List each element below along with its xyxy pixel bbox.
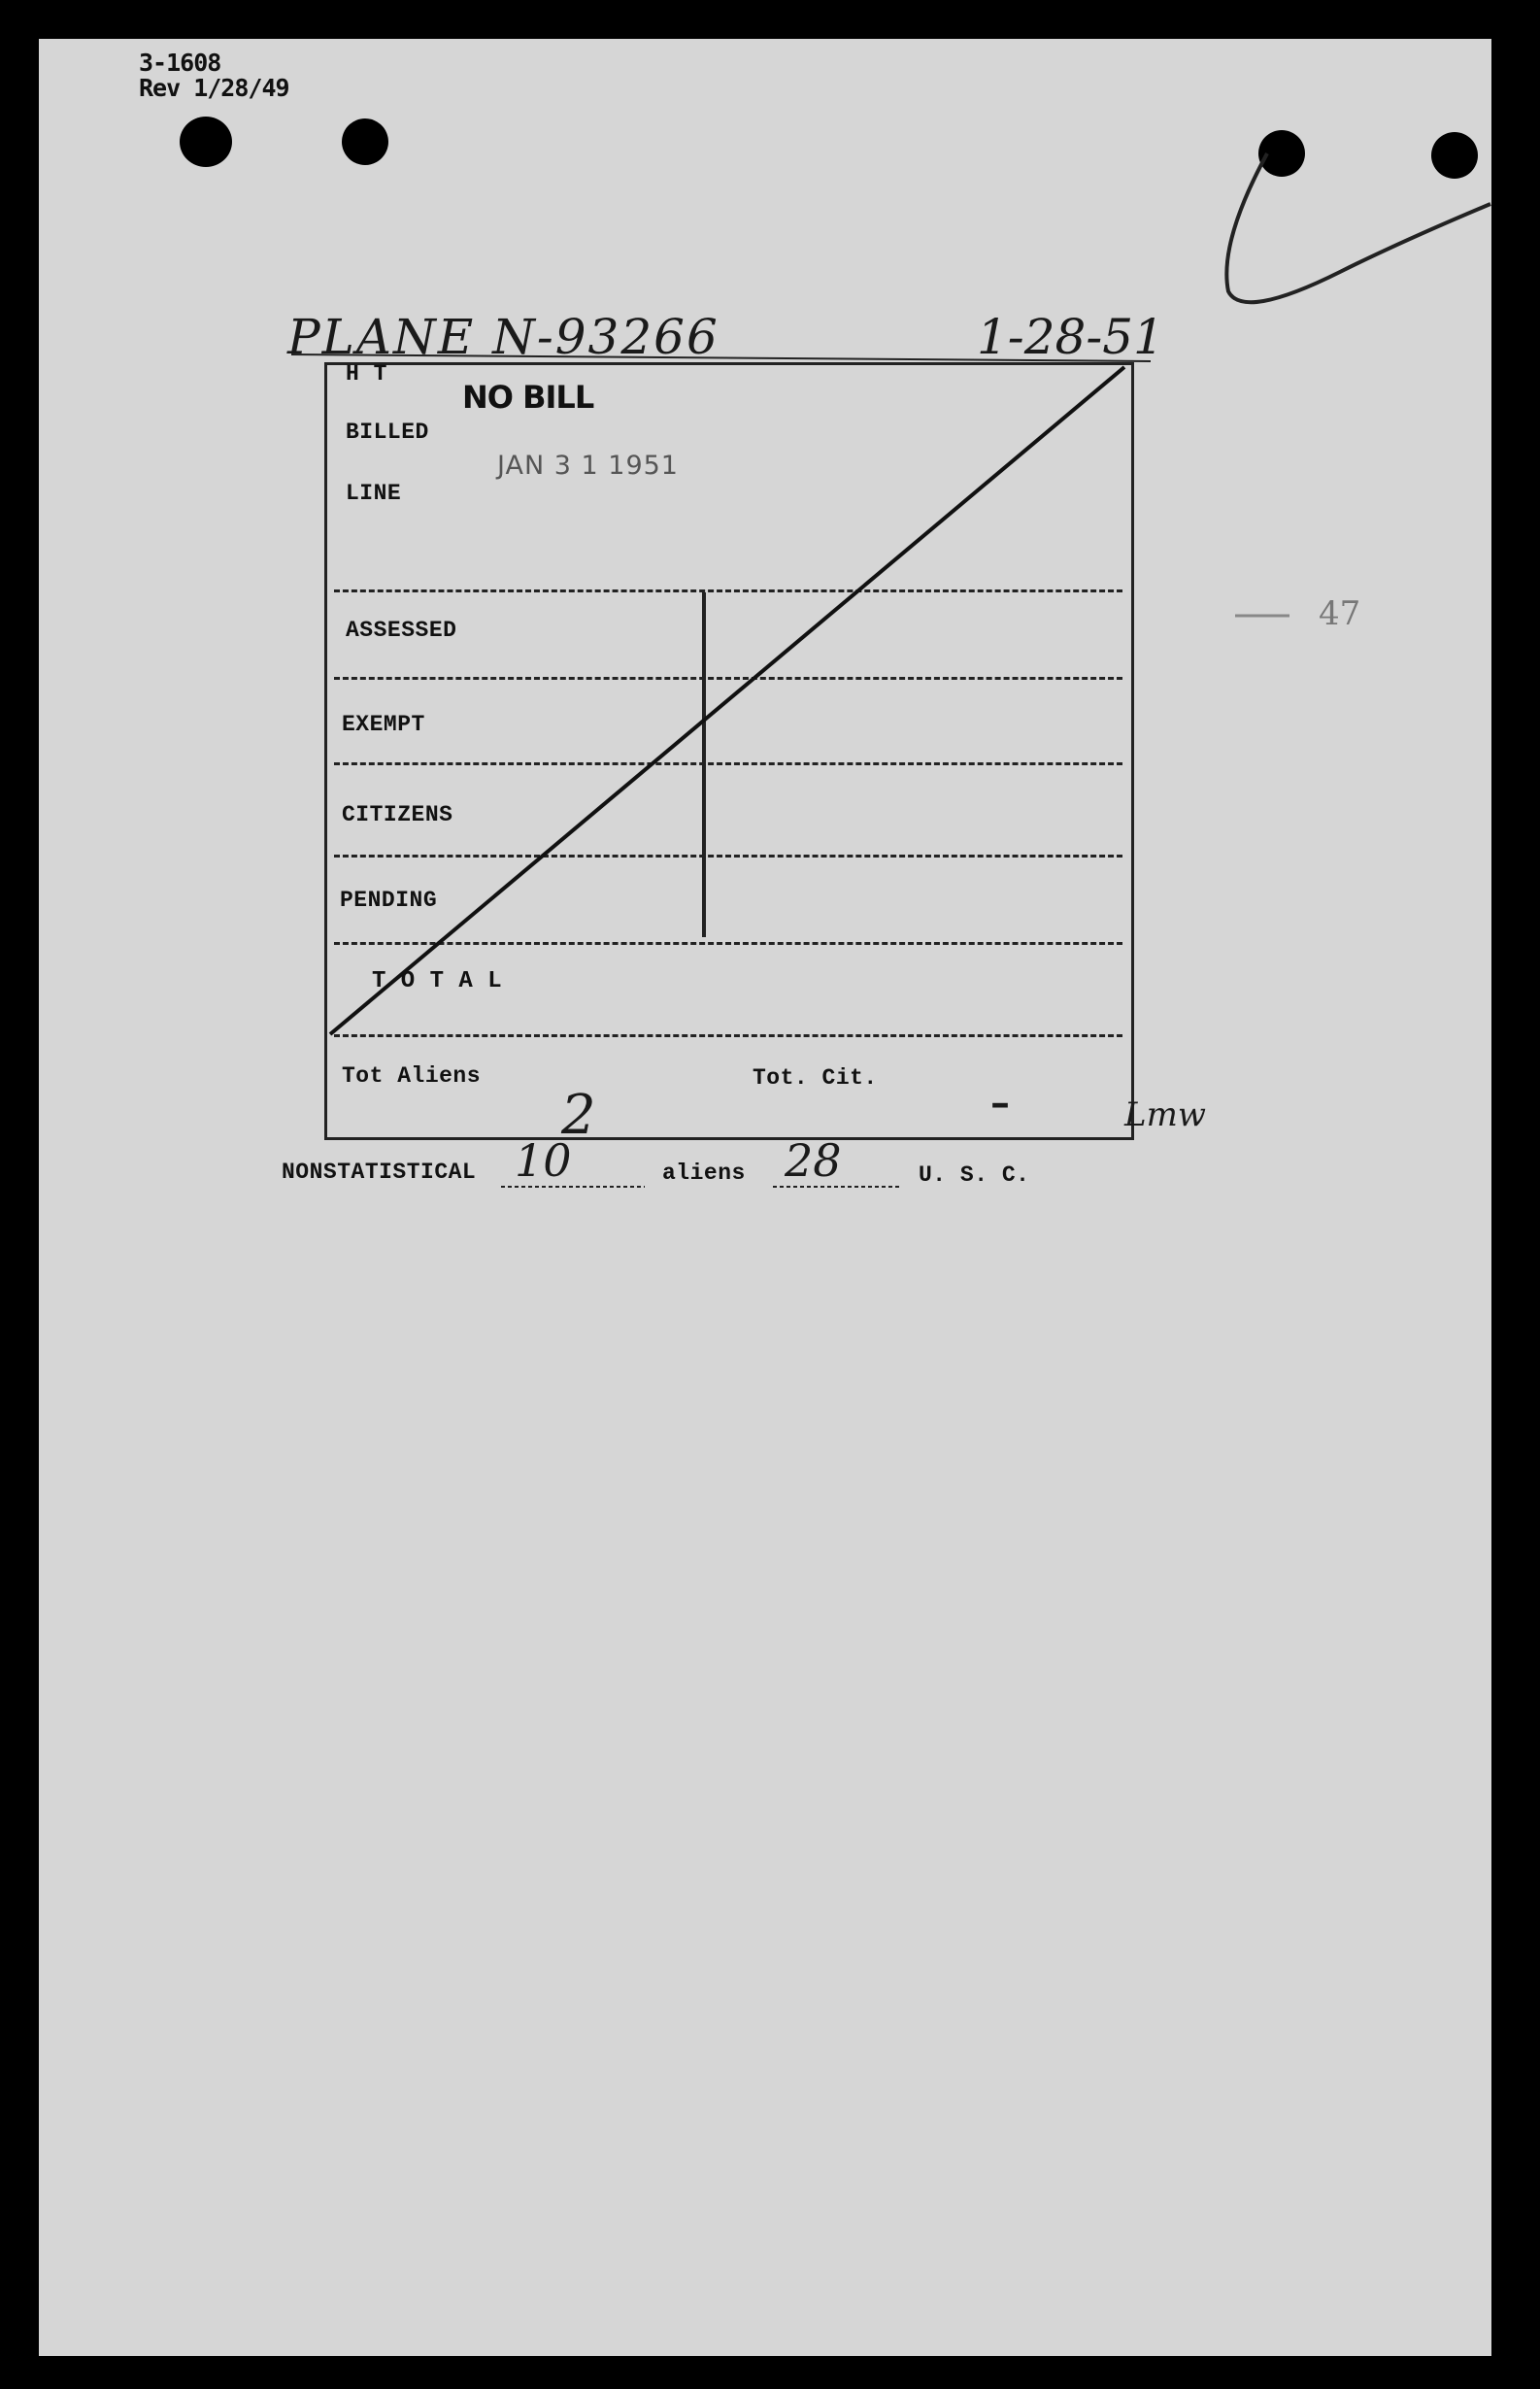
label-total: T O T A L — [372, 968, 503, 994]
margin-number: 47 — [1319, 594, 1361, 633]
plane-underline — [291, 354, 1151, 361]
handwritten-date: 1-28-51 — [977, 309, 1164, 365]
label-tot-cit: Tot. Cit. — [753, 1065, 878, 1091]
margin-check-mark — [1226, 153, 1490, 302]
label-ht: H T — [346, 361, 387, 387]
form-revision: Rev 1/28/49 — [139, 74, 289, 102]
form-number-code: 3-1608 — [139, 49, 221, 77]
no-bill-stamp: NO BILL — [462, 379, 594, 416]
nonstat-usc-value: 28 — [785, 1134, 842, 1187]
label-exempt: EXEMPT — [342, 712, 425, 737]
label-citizens: CITIZENS — [342, 802, 453, 827]
label-aliens: aliens — [662, 1161, 746, 1186]
nonstat-aliens-value: 10 — [515, 1134, 572, 1187]
label-assessed: ASSESSED — [346, 618, 457, 643]
label-nonstatistical: NONSTATISTICAL — [282, 1160, 477, 1185]
initials: Lmw — [1124, 1095, 1206, 1134]
label-billed: BILLED — [346, 420, 429, 445]
label-pending: PENDING — [340, 888, 438, 913]
cancel-diagonal-line — [330, 367, 1124, 1034]
plane-number: PLANE N-93266 — [287, 309, 720, 365]
label-tot-aliens: Tot Aliens — [342, 1063, 482, 1089]
date-stamp: JAN 3 1 1951 — [497, 451, 679, 481]
label-line: LINE — [346, 481, 402, 506]
tot-cit-value: – — [990, 1080, 1010, 1126]
tot-aliens-value: 2 — [561, 1084, 596, 1147]
label-usc: U. S. C. — [919, 1162, 1030, 1188]
